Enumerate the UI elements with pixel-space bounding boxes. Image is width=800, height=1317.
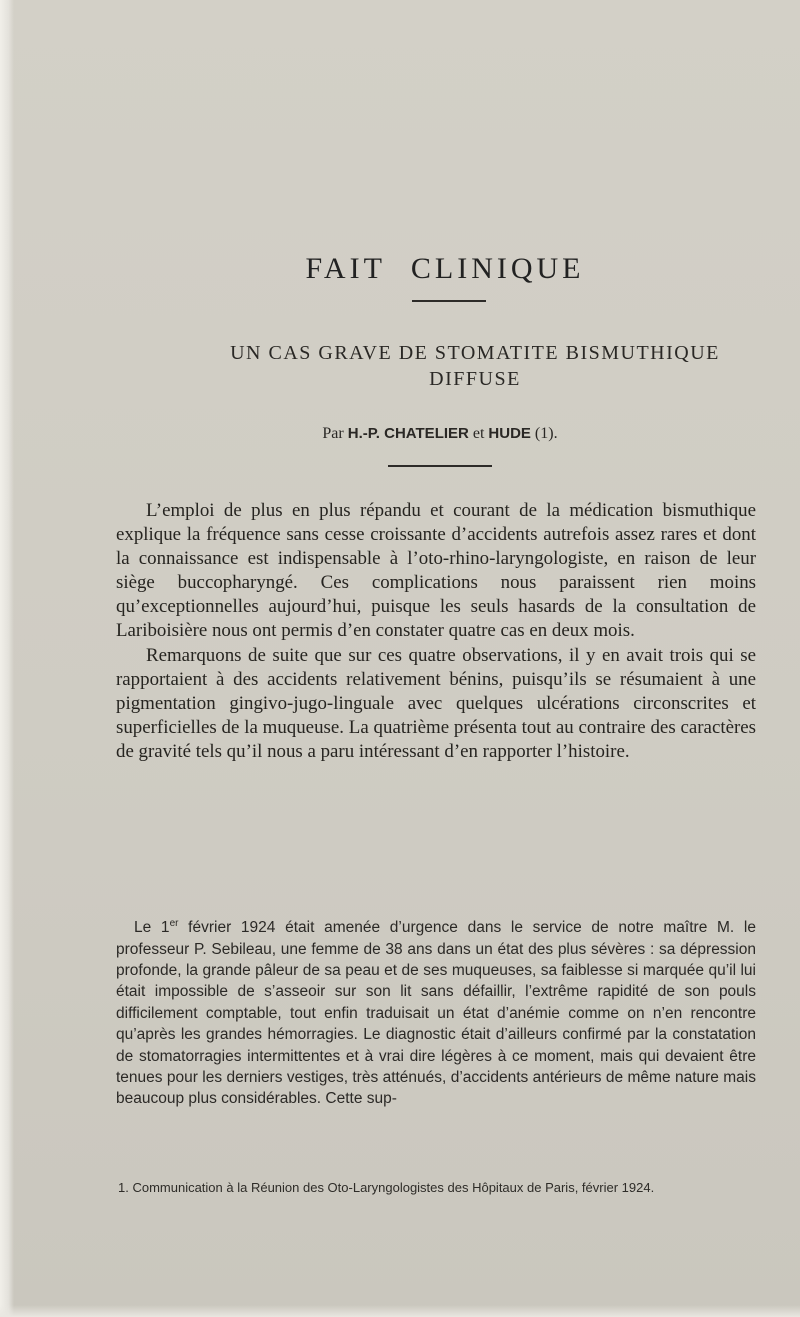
author-hude: HUDE bbox=[488, 425, 531, 442]
footnote: 1. Communication à la Réunion des Oto-Laryngologistes des Hôpitaux de Paris, février 1924. bbox=[118, 1180, 655, 1195]
byline-divider bbox=[388, 465, 492, 467]
case-text: février 1924 était amenée d’urgence dans le service de notre maître M. le professeur P. Sebileau, une femme de 38 ans dans un état des plus sévères : sa dépression profonde, la grande pâleur de sa peau et de ses muqueuses, sa faiblesse si marquée qu’il lui était impossible de s’asseoir sur son lit sans défaillir, l’extrême rapidité de son pouls difficilement comptable, tout enfin traduisait un état d’anémie comme on n’en rencontre qu’après les grandes hémorragies. Le diagnostic était d’ailleurs confirmé par la constatation de stomatorragies intermittentes et à vrai dire légères à ce moment, mais qui devaient être tenues pour les derniers vestiges, très atténués, d’accidents antérieurs de même nature mais beaucoup plus considérables. Cette sup- bbox=[116, 919, 756, 1108]
byline-prefix: Par bbox=[322, 425, 344, 442]
case-report bbox=[116, 913, 756, 1110]
subtitle-line-2: DIFFUSE bbox=[429, 368, 521, 390]
article-body bbox=[116, 499, 756, 764]
body-paragraph-2: Remarquons de suite que sur ces quatre observations, il y en avait trois qui se rapportaient à des accidents relativement bénins, puisqu’ils se résumaient à une pigmentation gingivo-jugo-linguale avec quelques ulcérations circonscrites et superficielles de la muqueuse. La quatrième présenta tout au contraire des caractères de gravité tels qu’il nous a paru intéressant d’en rapporter l’histoire. bbox=[116, 644, 756, 762]
article-subtitle bbox=[100, 340, 800, 392]
byline-conjunction: et bbox=[472, 425, 485, 442]
page-edge-bottom bbox=[0, 1305, 800, 1317]
section-title: FAIT CLINIQUE bbox=[305, 252, 585, 285]
author-chatelier: H.-P. CHATELIER bbox=[347, 425, 469, 442]
case-intro-superscript: er bbox=[169, 918, 179, 929]
subtitle-line-1: UN CAS GRAVE DE STOMATITE BISMUTHIQUE bbox=[230, 342, 720, 364]
byline bbox=[0, 425, 800, 443]
title-divider bbox=[412, 300, 486, 302]
footnote-reference: (1). bbox=[534, 425, 558, 442]
body-paragraph-1: L’emploi de plus en plus répandu et courant de la médication bismuthique explique la fréquence sans cesse croissante d’accidents autrefois assez rares et dont la connaissance est indispensable à l’oto-rhino-laryngologiste, en raison de leur siège buccopharyngé. Ces complications nous paraissent rien moins qu’exceptionnelles aujourd’hui, puisque les seuls hasards de la consultation de Lariboisière nous ont permis d’en constater quatre cas en deux mois. bbox=[116, 500, 756, 642]
page-edge-left bbox=[0, 0, 14, 1317]
case-intro: Le 1 bbox=[134, 919, 170, 937]
